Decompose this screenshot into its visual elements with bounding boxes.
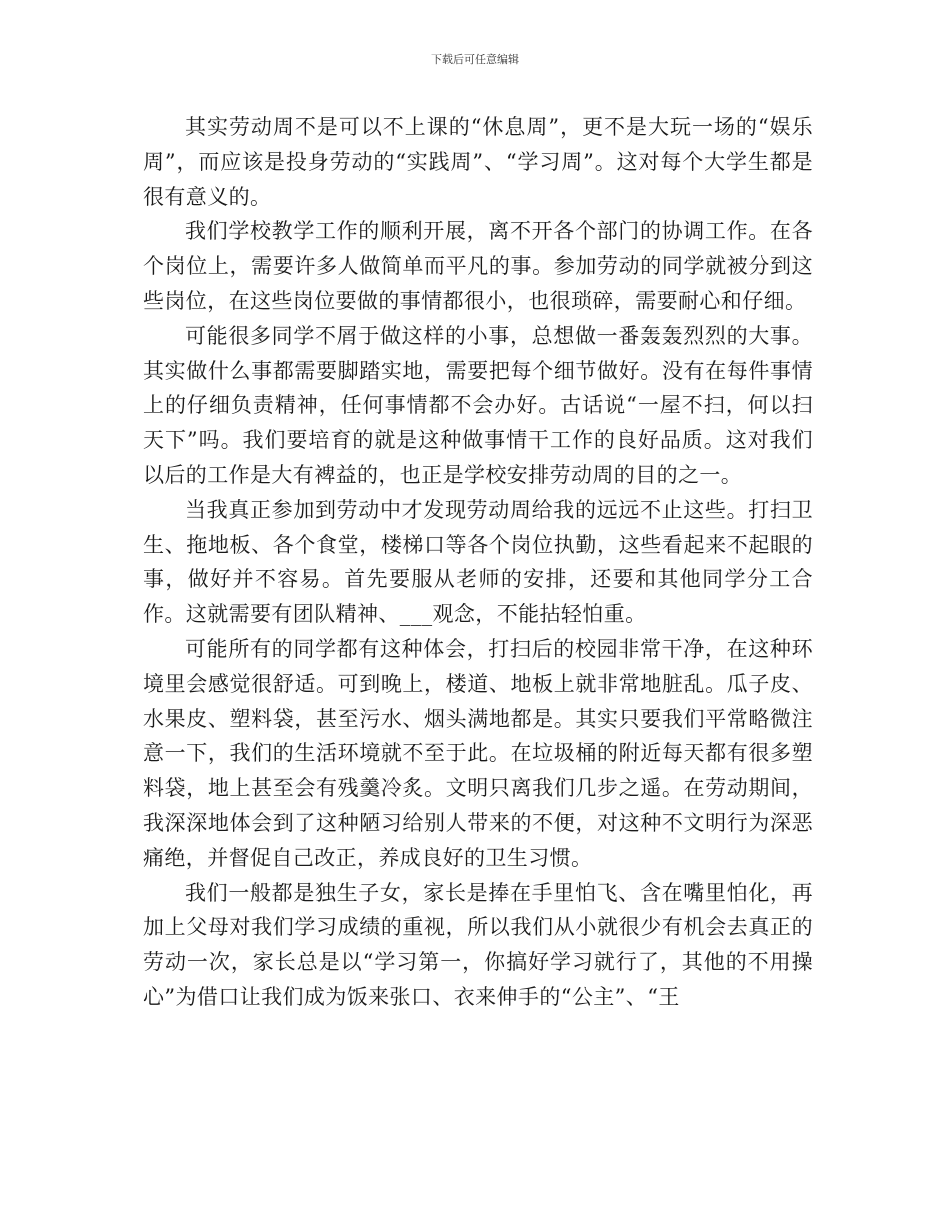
paragraph-1: 其实劳动周不是可以不上课的“休息周”，更不是大玩一场的“娱乐周”，而应该是投身劳动的“实践周”、“学习周”。这对每个大学生都是很有意义的。 [143, 115, 813, 209]
paragraph-5: 可能所有的同学都有这种体会，打扫后的校园非常干净，在这种环境里会感觉很舒适。可到晚上，楼道、地板上就非常地脏乱。瓜子皮、水果皮、塑料袋，甚至污水、烟头满地都是。其实只要我们平常略微注意一下，我们的生活环境就不至于此。在垃圾桶的附近每天都有很多塑料袋，地上甚至会有残羹冷炙。文明只离我们几步之遥。在劳动期间，我深深地体会到了这种陋习给别人带来的不便，对这种不文明行为深恶痛绝，并督促自己改正，养成良好的卫生习惯。 [143, 636, 813, 870]
paragraph-3: 可能很多同学不屑于做这样的小事，总想做一番轰轰烈烈的大事。其实做什么事都需要脚踏实地，需要把每个细节做好。没有在每件事情上的仔细负责精神，任何事情都不会办好。古话说“一屋不扫，何以扫天下”吗。我们要培育的就是这种做事情干工作的良好品质。这对我们以后的工作是大有裨益的，也正是学校安排劳动周的目的之一。 [143, 323, 813, 487]
page-header: 下载后可任意编辑 [431, 53, 519, 66]
document-body [143, 110, 813, 1015]
paragraph-4: 当我真正参加到劳动中才发现劳动周给我的远远不止这些。打扫卫生、拖地板、各个食堂，楼梯口等各个岗位执勤，这些看起来不起眼的事，做好并不容易。首先要服从老师的安排，还要和其他同学分工合作。这就需要有团队精神、___观念，不能拈轻怕重。 [143, 497, 813, 627]
paragraph-2: 我们学校教学工作的顺利开展，离不开各个部门的协调工作。在各个岗位上，需要许多人做简单而平凡的事。参加劳动的同学就被分到这些岗位，在这些岗位要做的事情都很小，也很琐碎，需要耐心和仔细。 [143, 219, 813, 313]
paragraph-6: 我们一般都是独生子女，家长是捧在手里怕飞、含在嘴里怕化，再加上父母对我们学习成绩的重视，所以我们从小就很少有机会去真正的劳动一次，家长总是以“学习第一，你搞好学习就行了，其他的不用操心”为借口让我们成为饭来张口、衣来伸手的“公主”、“王 [143, 880, 813, 1009]
